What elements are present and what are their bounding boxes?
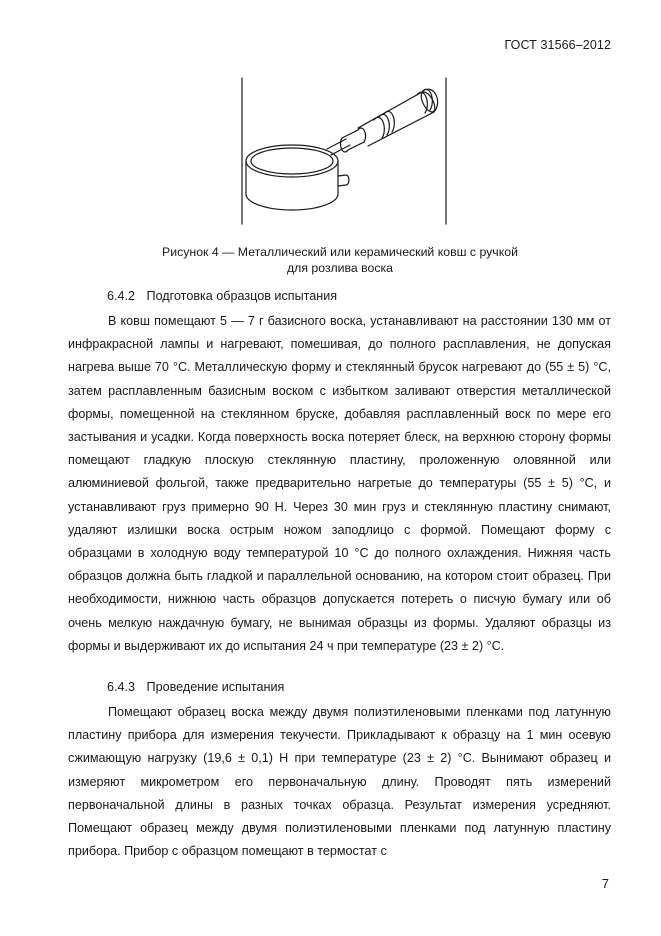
paragraph-test-procedure [68, 701, 611, 863]
paragraph-sample-preparation [68, 310, 611, 658]
section-title: Проведение испытания [146, 680, 285, 694]
section-number: 6.4.3 [107, 680, 136, 694]
document-code: ГОСТ 31566–2012 [504, 38, 611, 52]
figure-caption [60, 244, 620, 276]
section-number: 6.4.2 [107, 289, 136, 303]
page-number: 7 [601, 876, 609, 891]
ladle-icon [234, 76, 454, 228]
caption-line-1: Рисунок 4 — Металлический или керамический ковш с ручкой [162, 245, 518, 259]
caption-line-2: для розлива воска [286, 261, 394, 275]
paragraph-text: Помещают образец воска между двумя полиэтиленовыми пленками под латунную пластину прибора для измерения текучести. Прикладывают к образцу на 1 мин осевую сжимающую нагрузку (19,6 ± 0,1) Н при температуре (23 ± 2) °С. Вынимают образец и измеряют микрометром его первоначальную длину. Проводят пять измерений первоначальной длины в разных точках образца. Результат измерения усредняют. Помещают образец между двумя полиэтиленовыми пленками под латунную пластину прибора. Прибор с образцом помещают в термостат с [68, 705, 611, 859]
ladle-figure [234, 76, 454, 228]
paragraph-text: В ковш помещают 5 — 7 г базисного воска, устанавливают на расстоянии 130 мм от инфракрасной лампы и нагревают, помешивая, до полного расплавления, не допуская нагрева выше 70 °С. Металлическую форму и стеклянный брусок нагревают до (55 ± 5) °С, затем расплавленным базисным воском с избытком заливают отверстия металлической формы, помещенной на стеклянном бруске, добавляя расплавленный воск по мере его застывания и усадки. Когда поверхность воска потеряет блеск, на верхнюю сторону формы помещают гладкую плоскую стеклянную пластину, проложенную оловянной или алюминиевой фольгой, также предварительно нагретые до температуры (55 ± 5) °С, и устанавливают груз примерно 90 Н. Через 30 мин груз и стеклянную пластину снимают, удаляют излишки воска острым ножом заподлицо с формой. Помещают форму с образцами в холодную воду температурой 10 °С до полного охлаждения. Нижняя часть образцов должна быть гладкой и параллельной основанию, на котором стоит образец. При необходимости, нижнюю часть образцов допускается потереть о писчую бумагу или об очень мелкую наждачную бумагу, не вынимая образцы из формы. Удаляют образцы из формы и выдерживают их до испытания 24 ч при температуре (23 ± 2) °С. [68, 314, 611, 653]
section-heading-6-4-3 [107, 680, 284, 694]
section-title: Подготовка образцов испытания [146, 289, 338, 303]
section-heading-6-4-2 [107, 289, 337, 303]
